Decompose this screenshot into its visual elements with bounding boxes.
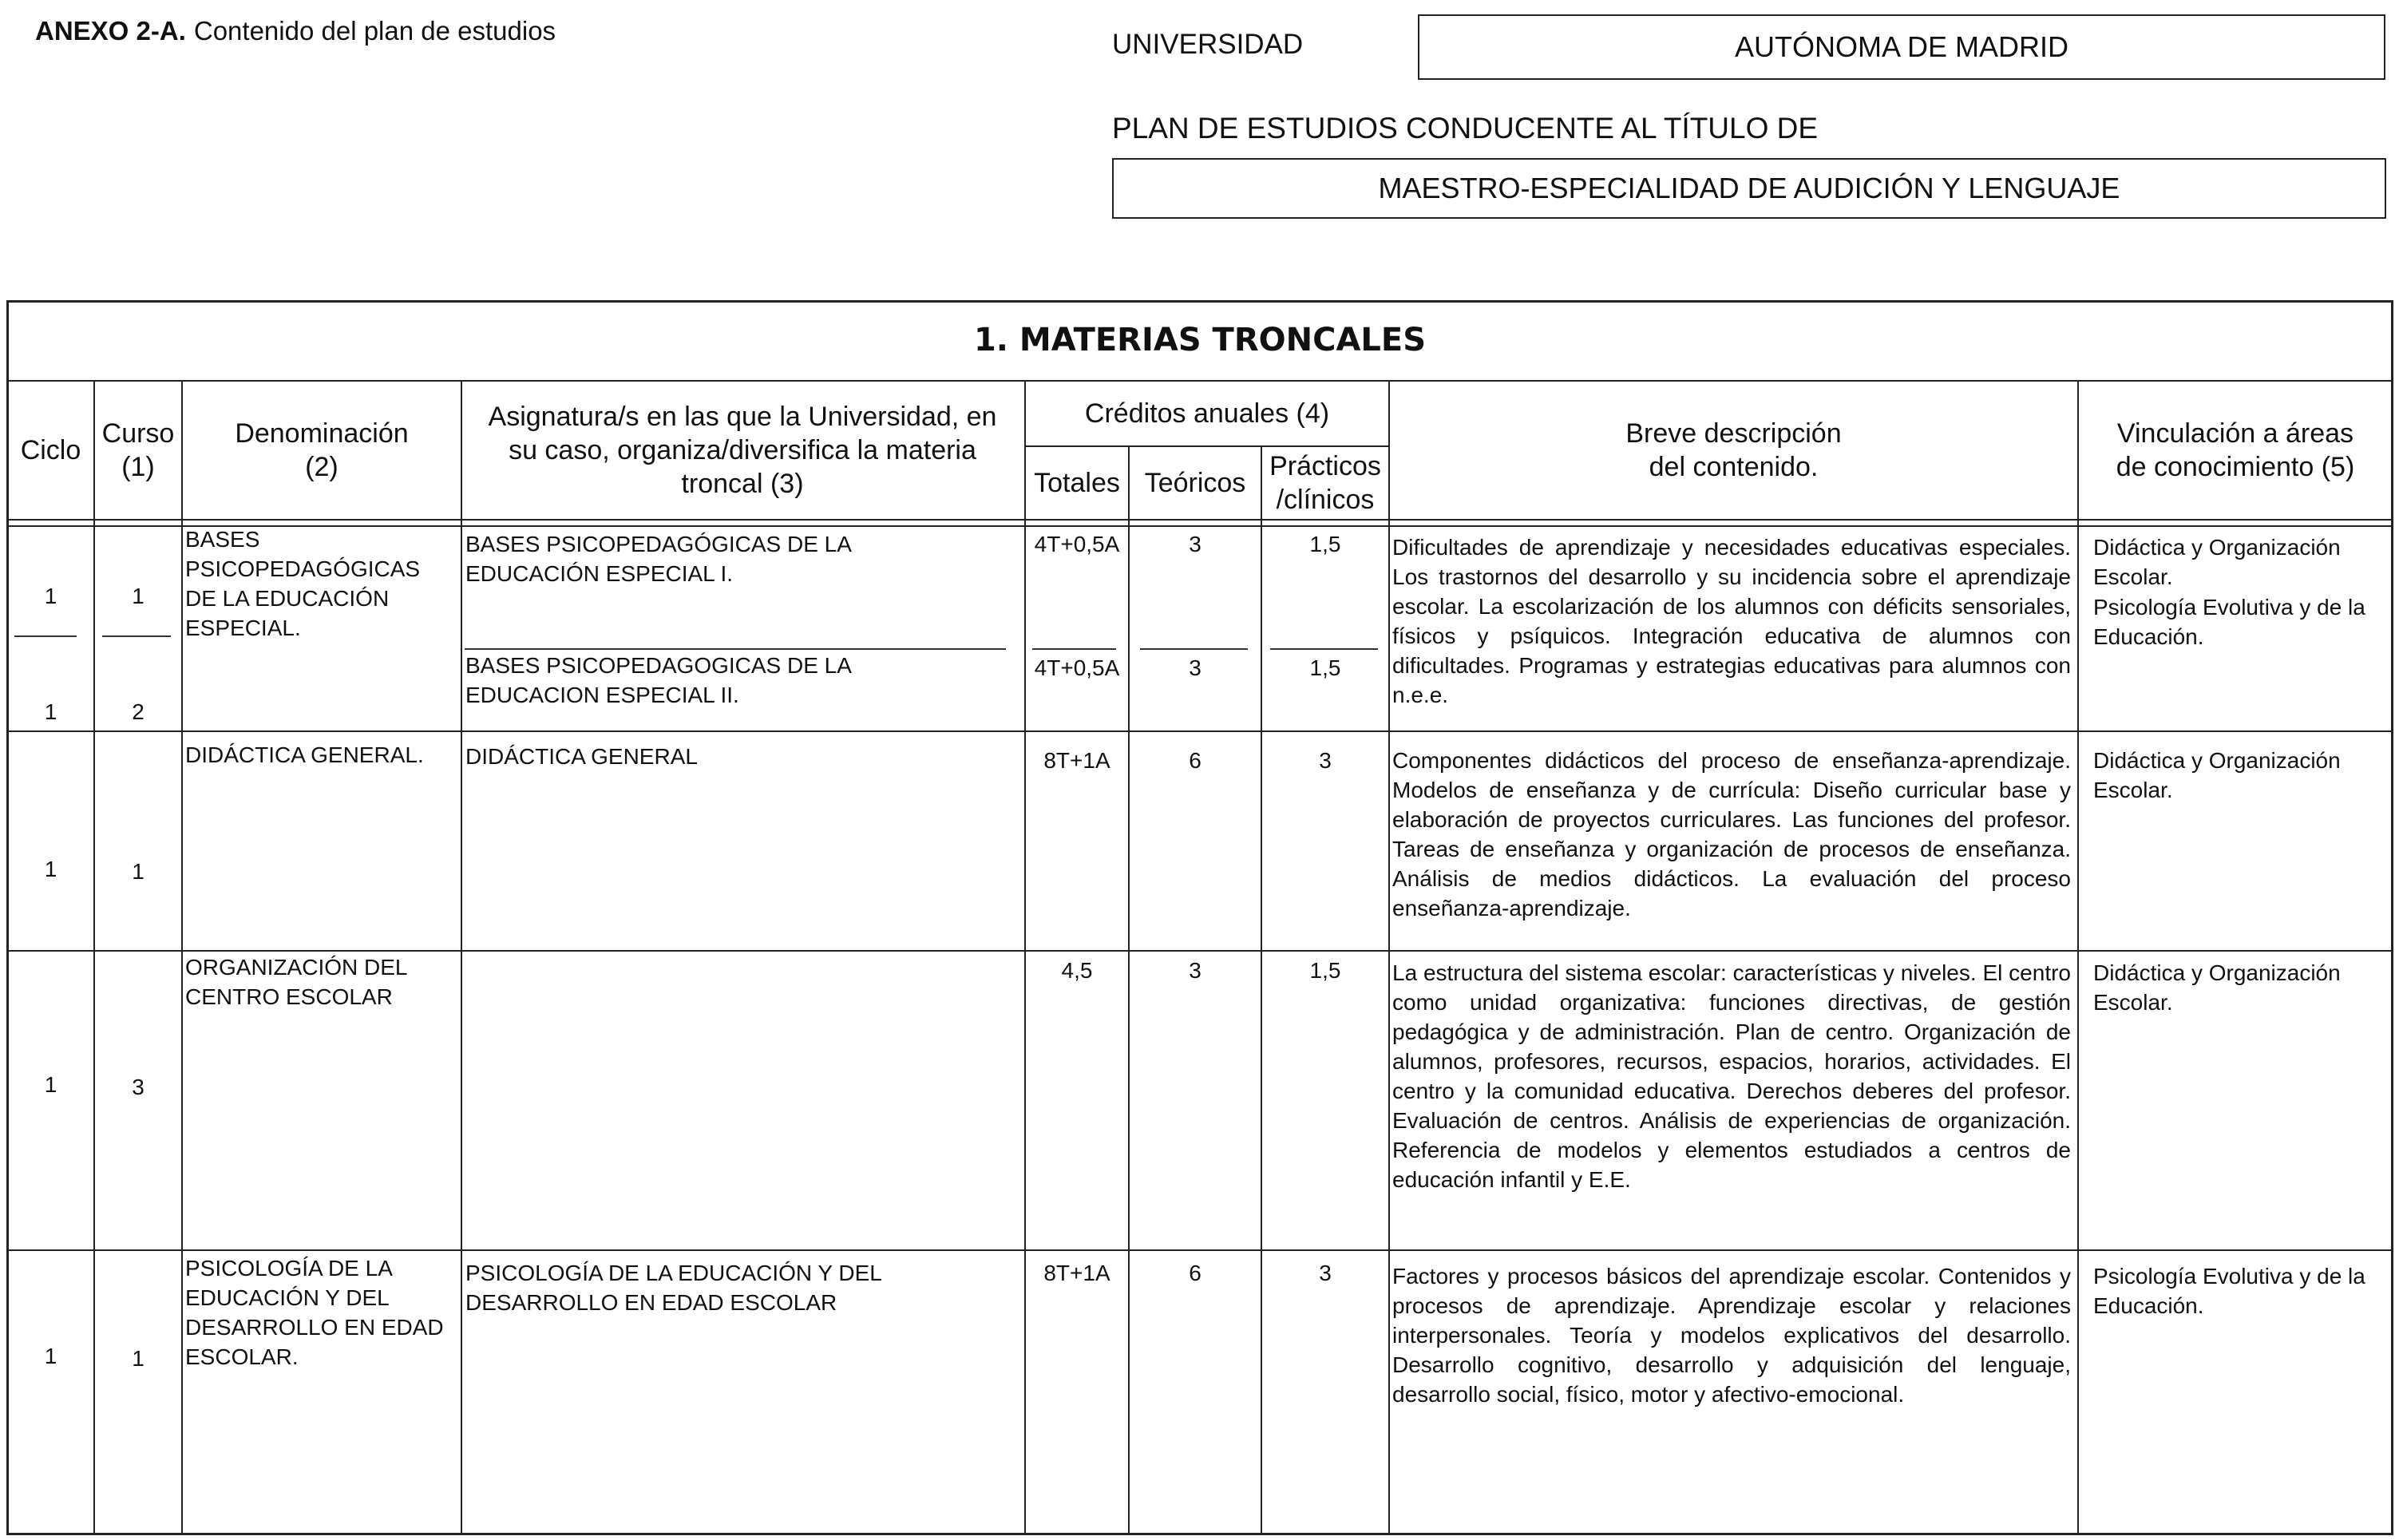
header-ciclo: Ciclo xyxy=(20,435,81,465)
rule-row-3 xyxy=(6,1249,2393,1251)
row2-teoricos: 6 xyxy=(1189,748,1201,773)
header-practicos: Prácticos /clínicos xyxy=(1269,451,1381,515)
row2-curso: 1 xyxy=(132,859,144,884)
plan-label: PLAN DE ESTUDIOS CONDUCENTE AL TÍTULO DE xyxy=(1112,112,1819,144)
header-denominacion: Denominación (2) xyxy=(235,418,409,482)
row3-denominacion: ORGANIZACIÓN DEL CENTRO ESCOLAR xyxy=(185,955,407,1009)
university-label: UNIVERSIDAD xyxy=(1112,29,1304,60)
col-line-8 xyxy=(2077,380,2079,1535)
row4-denominacion: PSICOLOGÍA DE LA EDUCACIÓN Y DEL DESARROLLO EN EDAD ESCOLAR. xyxy=(185,1256,444,1369)
row3-curso: 3 xyxy=(132,1075,144,1099)
row3-vinculacion: Didáctica y Organización Escolar. xyxy=(2093,960,2341,1015)
row4-teoricos: 6 xyxy=(1189,1261,1201,1285)
row3-ciclo: 1 xyxy=(44,1072,57,1097)
row1-descripcion: Dificultades de aprendizaje y necesidades educativas especiales. Los trastornos del desarrollo y su incidencia sobre el aprendizaje escolar. La escolarización de los alumnos con déficits sensoriales, físicos y psíquicos. Integración educativa de alumnos con dificultades. Programas y estrategias educativas para alumnos con n.e.e. xyxy=(1392,535,2071,707)
row1-totales-a: 4T+0,5A xyxy=(1034,532,1120,556)
header-creditos: Créditos anuales (4) xyxy=(1084,398,1330,429)
degree-title-box xyxy=(1112,158,2386,219)
row4-asignatura: PSICOLOGÍA DE LA EDUCACIÓN Y DEL DESARROLLO EN EDAD ESCOLAR xyxy=(465,1261,881,1315)
row1-asignatura-a: BASES PSICOPEDAGÓGICAS DE LA EDUCACIÓN ESPECIAL I. xyxy=(465,532,851,586)
col-line-7 xyxy=(1388,380,1390,1535)
col-line-2 xyxy=(181,380,183,1535)
row1-practicos-separator xyxy=(1270,648,1378,650)
row1-denominacion: BASES PSICOPEDAGÓGICAS DE LA EDUCACIÓN ESPECIAL. xyxy=(185,527,421,640)
annex-title: Contenido del plan de estudios xyxy=(193,16,556,46)
row1-vinculacion-2: Psicología Evolutiva y de la Educación. xyxy=(2093,595,2365,649)
row2-vinculacion: Didáctica y Organización Escolar. xyxy=(2093,748,2341,802)
row1-vinculacion-1: Didáctica y Organización Escolar. xyxy=(2093,535,2341,589)
row1-teoricos-separator xyxy=(1140,648,1248,650)
row3-teoricos: 3 xyxy=(1189,958,1201,983)
row4-curso: 1 xyxy=(132,1346,144,1371)
row1-curso-a: 1 xyxy=(132,584,144,608)
university-name: AUTÓNOMA DE MADRID xyxy=(1734,30,2069,63)
row1-curso-separator xyxy=(102,635,171,637)
annex-heading xyxy=(35,16,556,46)
row1-teoricos-b: 3 xyxy=(1189,655,1201,680)
rule-row-2 xyxy=(6,950,2393,952)
row2-totales: 8T+1A xyxy=(1043,748,1110,773)
row3-descripcion: La estructura del sistema escolar: características y niveles. El centro como unidad organizativa: funciones directivas, de gestión pedagógica y de administración. Plan de centro. Organización de alumnos, profesores, recursos, espacios, horarios, actividades. El centro y la comunidad educativa. Derechos deberes del profesor. Evaluación de centros. Análisis de experiencias de organización. Referencia de modelos y elementos estudiados a centros de educación infantil y E.E. xyxy=(1392,960,2071,1192)
row1-practicos-b: 1,5 xyxy=(1309,655,1341,680)
row2-practicos: 3 xyxy=(1319,748,1332,773)
row1-ciclo-b: 1 xyxy=(44,699,57,724)
header-curso: Curso (1) xyxy=(101,418,175,482)
row1-curso-b: 2 xyxy=(132,699,144,724)
col-line-3 xyxy=(461,380,462,1535)
row2-denominacion: DIDÁCTICA GENERAL. xyxy=(185,742,424,767)
row2-ciclo: 1 xyxy=(44,857,57,881)
table-title: 1. MATERIAS TRONCALES xyxy=(973,322,1427,358)
header-totales: Totales xyxy=(1034,468,1120,498)
row1-ciclo-a: 1 xyxy=(44,584,57,608)
header-vinculacion: Vinculación a áreas de conocimiento (5) xyxy=(2116,418,2355,482)
university-name-box xyxy=(1418,14,2385,80)
row2-descripcion: Componentes didácticos del proceso de enseñanza-aprendizaje. Modelos de enseñanza y de currícula: Diseño curricular base y elaboración de proyectos curriculares. Las funciones del profesor. Tareas de enseñanza y organización de procesos de enseñanza. Análisis de medios didácticos. La evaluación del proceso enseñanza-aprendizaje. xyxy=(1392,748,2071,920)
row4-vinculacion: Psicología Evolutiva y de la Educación. xyxy=(2093,1264,2365,1318)
header-asignaturas: Asignatura/s en las que la Universidad, en su caso, organiza/diversifica la materia troncal (3) xyxy=(488,402,997,499)
row1-asignatura-b: BASES PSICOPEDAGOGICAS DE LA EDUCACION ESPECIAL II. xyxy=(465,653,851,707)
rule-header xyxy=(6,519,2393,521)
row4-ciclo: 1 xyxy=(44,1344,57,1368)
row1-asignatura-separator xyxy=(465,648,1006,650)
row3-practicos: 1,5 xyxy=(1309,958,1341,983)
col-line-5 xyxy=(1128,445,1130,1535)
row1-teoricos-a: 3 xyxy=(1189,532,1201,556)
degree-title: MAESTRO-ESPECIALIDAD DE AUDICIÓN Y LENGUAJE xyxy=(1378,172,2120,204)
row1-ciclo-separator xyxy=(14,635,77,637)
row1-practicos-a: 1,5 xyxy=(1309,532,1341,556)
col-line-6 xyxy=(1261,445,1262,1535)
row1-totales-separator xyxy=(1032,648,1116,650)
row4-descripcion: Factores y procesos básicos del aprendizaje escolar. Contenidos y procesos de aprendizaje. Aprendizaje escolar y relaciones interpersonales. Teoría y modelos explicativos del desarrollo. Desarrollo cognitivo, desarrollo y adquisición del lenguaje, desarrollo social, físico, motor y afectivo-emocional. xyxy=(1392,1264,2071,1407)
header-descripcion: Breve descripción del contenido. xyxy=(1625,418,1842,482)
annex-code: ANEXO 2-A. xyxy=(35,16,186,46)
header-teoricos: Teóricos xyxy=(1144,468,1246,498)
row2-asignatura: DIDÁCTICA GENERAL xyxy=(465,744,698,769)
row4-totales: 8T+1A xyxy=(1043,1261,1110,1285)
row3-totales: 4,5 xyxy=(1061,958,1093,983)
row1-totales-b: 4T+0,5A xyxy=(1034,655,1120,680)
row4-practicos: 3 xyxy=(1319,1261,1332,1285)
rule-row-1 xyxy=(6,730,2393,732)
